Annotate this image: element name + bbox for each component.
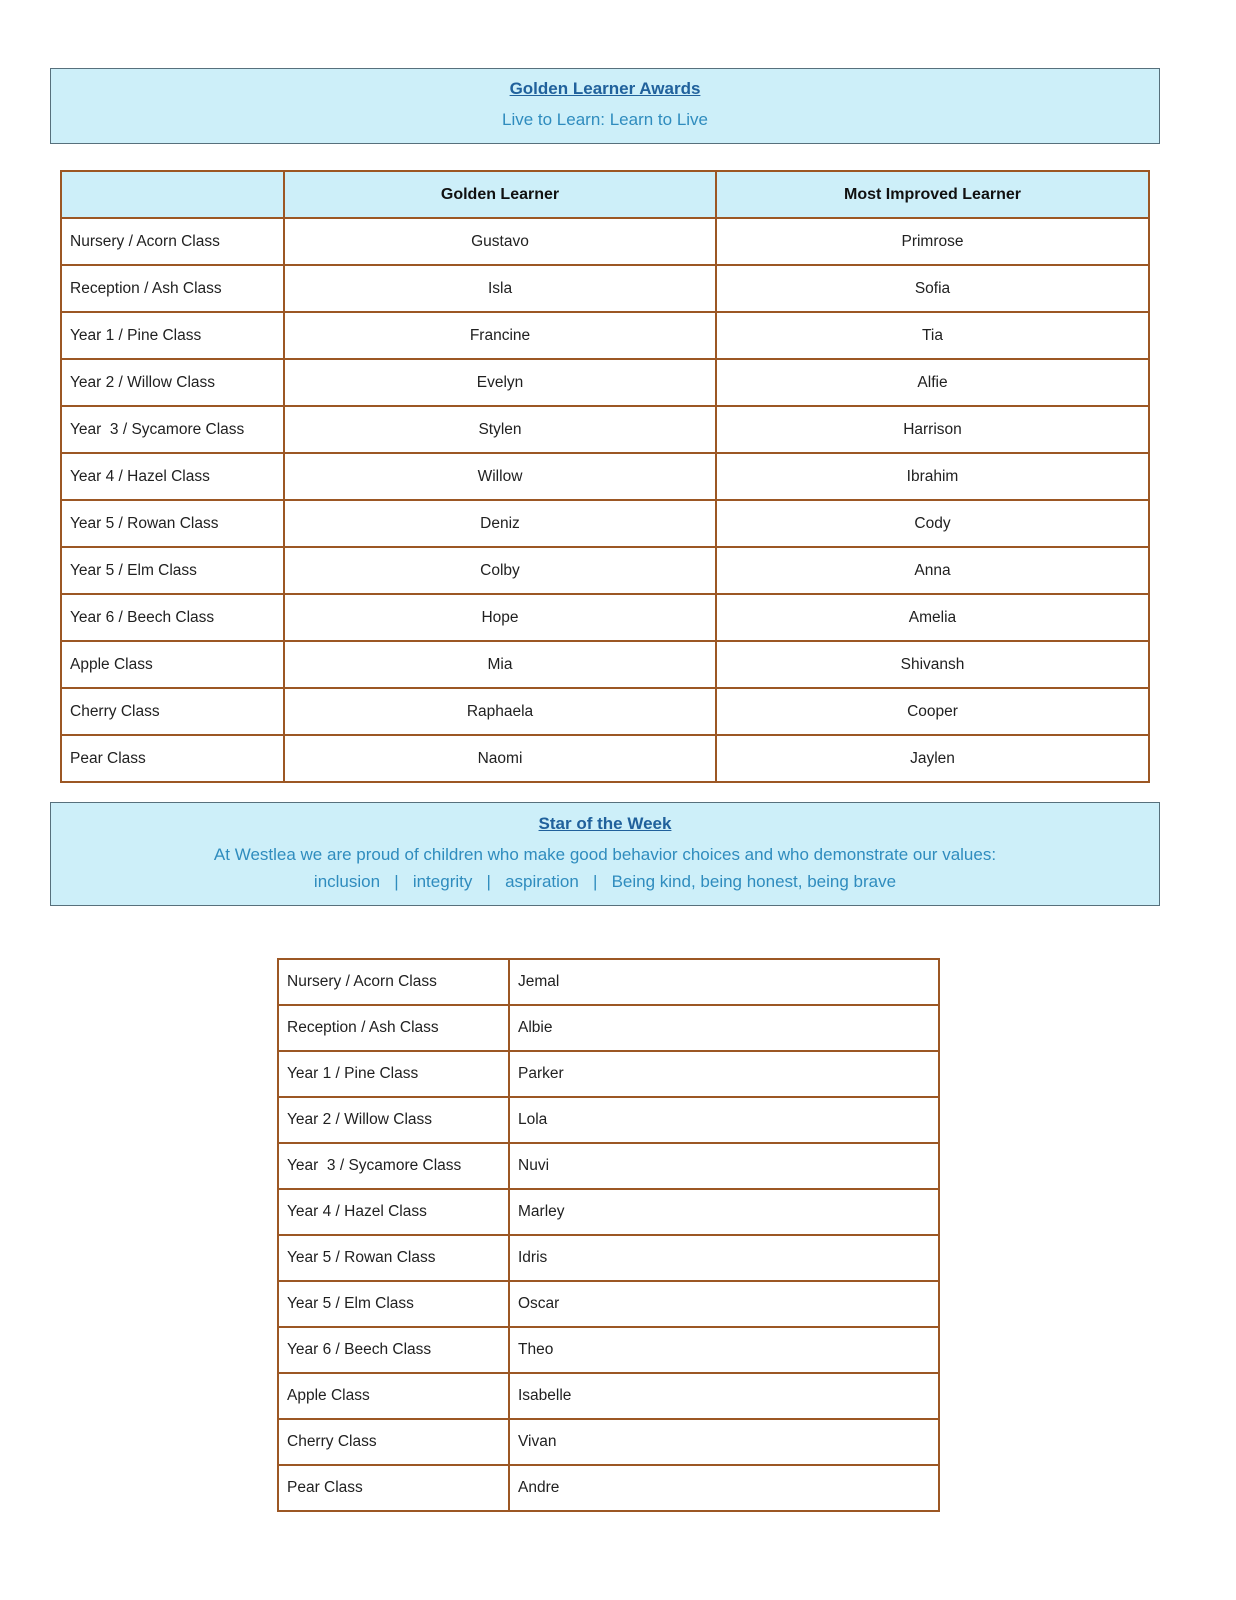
awards-class-cell: Year 5 / Rowan Class bbox=[61, 500, 284, 547]
star-class-cell: Pear Class bbox=[278, 1465, 509, 1511]
star-name-cell: Oscar bbox=[509, 1281, 939, 1327]
star-class-cell: Cherry Class bbox=[278, 1419, 509, 1465]
awards-class-cell: Reception / Ash Class bbox=[61, 265, 284, 312]
golden-banner-subtitle: Live to Learn: Learn to Live bbox=[501, 110, 709, 129]
golden-learner-banner bbox=[50, 68, 1160, 144]
awards-most-improved-cell: Harrison bbox=[716, 406, 1149, 453]
star-name-cell: Vivan bbox=[509, 1419, 939, 1465]
awards-header-most-improved: Most Improved Learner bbox=[716, 171, 1149, 218]
awards-golden-learner-cell: Naomi bbox=[284, 735, 716, 782]
star-name-cell: Marley bbox=[509, 1189, 939, 1235]
star-name-cell: Andre bbox=[509, 1465, 939, 1511]
awards-class-cell: Year 2 / Willow Class bbox=[61, 359, 284, 406]
star-name-cell: Theo bbox=[509, 1327, 939, 1373]
awards-golden-learner-cell: Raphaela bbox=[284, 688, 716, 735]
awards-most-improved-cell: Cody bbox=[716, 500, 1149, 547]
star-table-row bbox=[278, 1419, 939, 1465]
star-name-cell: Albie bbox=[509, 1005, 939, 1051]
star-table-row bbox=[278, 1465, 939, 1511]
awards-golden-learner-cell: Mia bbox=[284, 641, 716, 688]
star-class-cell: Year 1 / Pine Class bbox=[278, 1051, 509, 1097]
awards-table-row bbox=[61, 312, 1149, 359]
star-class-cell: Apple Class bbox=[278, 1373, 509, 1419]
star-table-row bbox=[278, 959, 939, 1005]
awards-header-golden-learner: Golden Learner bbox=[284, 171, 716, 218]
star-class-cell: Year 4 / Hazel Class bbox=[278, 1189, 509, 1235]
awards-most-improved-cell: Jaylen bbox=[716, 735, 1149, 782]
awards-golden-learner-cell: Hope bbox=[284, 594, 716, 641]
awards-table-row bbox=[61, 735, 1149, 782]
awards-most-improved-cell: Amelia bbox=[716, 594, 1149, 641]
star-banner-values-intro: At Westlea we are proud of children who make good behavior choices and who demonstrate our values: bbox=[213, 844, 997, 864]
awards-table-row bbox=[61, 453, 1149, 500]
awards-golden-learner-cell: Willow bbox=[284, 453, 716, 500]
awards-table-row bbox=[61, 406, 1149, 453]
star-table-row bbox=[278, 1327, 939, 1373]
star-class-cell: Year 5 / Elm Class bbox=[278, 1281, 509, 1327]
star-class-cell: Year 2 / Willow Class bbox=[278, 1097, 509, 1143]
star-of-week-table bbox=[277, 958, 940, 1512]
star-banner-title: Star of the Week bbox=[538, 813, 672, 833]
star-name-cell: Jemal bbox=[509, 959, 939, 1005]
star-class-cell: Year 6 / Beech Class bbox=[278, 1327, 509, 1373]
star-table-row bbox=[278, 1097, 939, 1143]
awards-table-row bbox=[61, 218, 1149, 265]
awards-golden-learner-cell: Deniz bbox=[284, 500, 716, 547]
star-table-row bbox=[278, 1373, 939, 1419]
star-name-cell: Nuvi bbox=[509, 1143, 939, 1189]
star-table-row bbox=[278, 1281, 939, 1327]
awards-table-row bbox=[61, 359, 1149, 406]
awards-golden-learner-cell: Gustavo bbox=[284, 218, 716, 265]
awards-table-row bbox=[61, 265, 1149, 312]
star-name-cell: Idris bbox=[509, 1235, 939, 1281]
awards-golden-learner-cell: Isla bbox=[284, 265, 716, 312]
awards-table-row bbox=[61, 594, 1149, 641]
awards-most-improved-cell: Cooper bbox=[716, 688, 1149, 735]
awards-golden-learner-cell: Colby bbox=[284, 547, 716, 594]
awards-class-cell: Year 1 / Pine Class bbox=[61, 312, 284, 359]
awards-golden-learner-cell: Francine bbox=[284, 312, 716, 359]
star-table-row bbox=[278, 1235, 939, 1281]
awards-table-row bbox=[61, 547, 1149, 594]
awards-table-row bbox=[61, 641, 1149, 688]
awards-most-improved-cell: Ibrahim bbox=[716, 453, 1149, 500]
awards-class-cell: Apple Class bbox=[61, 641, 284, 688]
star-of-week-banner bbox=[50, 802, 1160, 906]
star-class-cell: Nursery / Acorn Class bbox=[278, 959, 509, 1005]
star-name-cell: Lola bbox=[509, 1097, 939, 1143]
awards-class-cell: Pear Class bbox=[61, 735, 284, 782]
star-table-row bbox=[278, 1143, 939, 1189]
star-table-row bbox=[278, 1051, 939, 1097]
awards-class-cell: Cherry Class bbox=[61, 688, 284, 735]
awards-most-improved-cell: Alfie bbox=[716, 359, 1149, 406]
awards-class-cell: Nursery / Acorn Class bbox=[61, 218, 284, 265]
awards-most-improved-cell: Shivansh bbox=[716, 641, 1149, 688]
star-table-row bbox=[278, 1189, 939, 1235]
awards-most-improved-cell: Sofia bbox=[716, 265, 1149, 312]
awards-class-cell: Year 6 / Beech Class bbox=[61, 594, 284, 641]
star-class-cell: Year 5 / Rowan Class bbox=[278, 1235, 509, 1281]
awards-class-cell: Year 3 / Sycamore Class bbox=[61, 406, 284, 453]
awards-most-improved-cell: Primrose bbox=[716, 218, 1149, 265]
awards-table-row bbox=[61, 500, 1149, 547]
awards-most-improved-cell: Anna bbox=[716, 547, 1149, 594]
star-name-cell: Parker bbox=[509, 1051, 939, 1097]
awards-most-improved-cell: Tia bbox=[716, 312, 1149, 359]
star-banner-values-list: inclusion | integrity | aspiration | Being kind, being honest, being brave bbox=[313, 871, 897, 891]
awards-class-cell: Year 4 / Hazel Class bbox=[61, 453, 284, 500]
awards-class-cell: Year 5 / Elm Class bbox=[61, 547, 284, 594]
awards-header-row bbox=[61, 171, 1149, 218]
golden-banner-title: Golden Learner Awards bbox=[509, 79, 701, 98]
awards-golden-learner-cell: Stylen bbox=[284, 406, 716, 453]
star-name-cell: Isabelle bbox=[509, 1373, 939, 1419]
awards-table-row bbox=[61, 688, 1149, 735]
awards-golden-learner-cell: Evelyn bbox=[284, 359, 716, 406]
star-table-row bbox=[278, 1005, 939, 1051]
golden-learner-awards-table bbox=[60, 170, 1150, 783]
awards-header-class bbox=[61, 171, 284, 218]
star-class-cell: Year 3 / Sycamore Class bbox=[278, 1143, 509, 1189]
star-class-cell: Reception / Ash Class bbox=[278, 1005, 509, 1051]
